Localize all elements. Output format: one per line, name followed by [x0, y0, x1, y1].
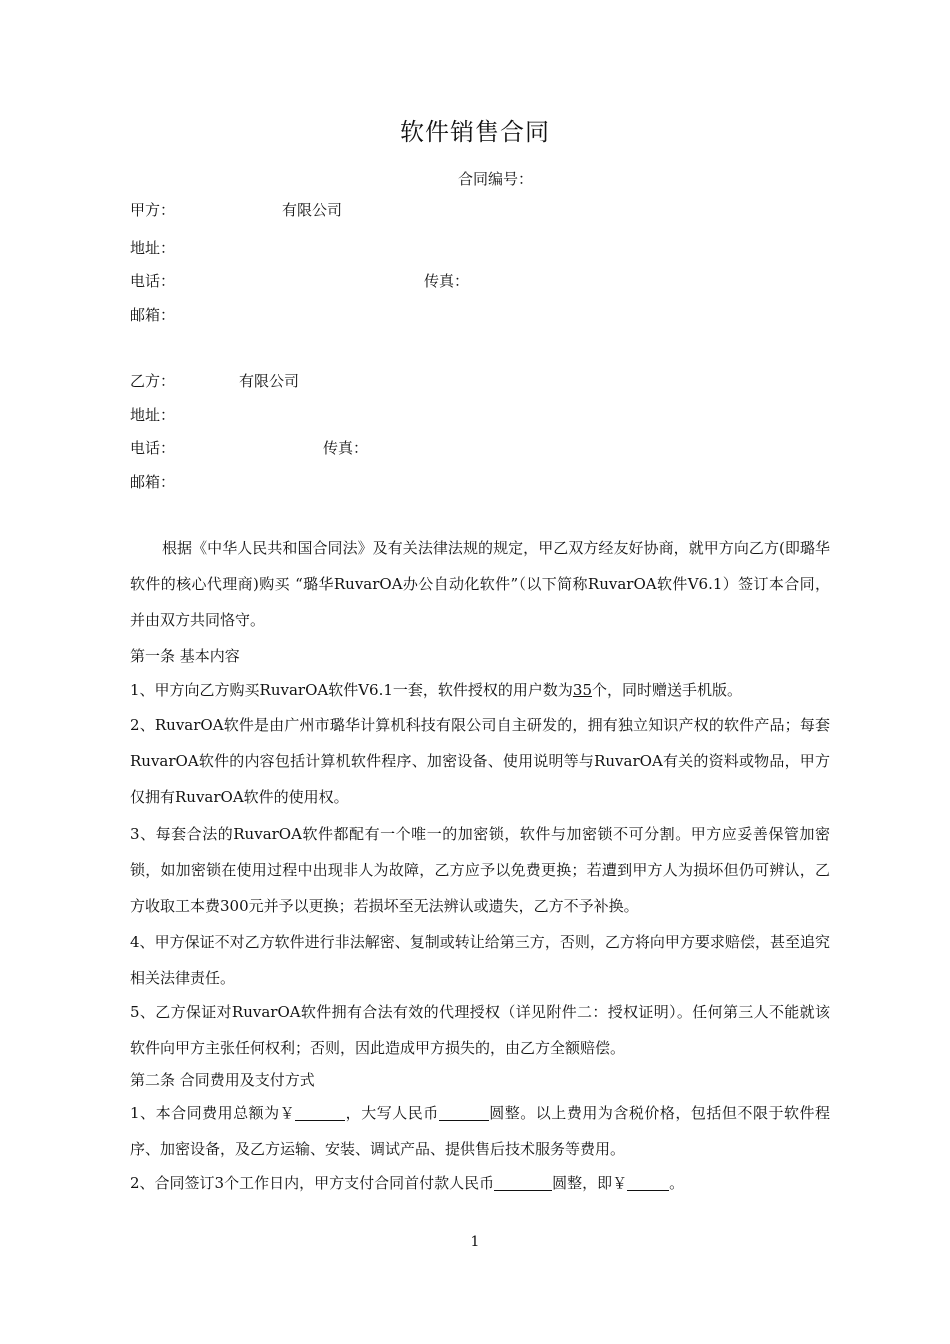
down-payment-label: 2、合同签订3个工作日内，甲方支付合同首付款人民币	[130, 1174, 495, 1192]
party-a-phone-label: 电话：	[130, 272, 176, 290]
down-payment-words-blank	[494, 1174, 552, 1191]
party-b-address-label: 地址：	[130, 406, 176, 424]
party-b-phone-label: 电话：	[130, 439, 176, 457]
article-1-item-2: 2、RuvarOA软件是由广州市璐华计算机科技有限公司自主研发的，拥有独立知识产权的软件产品；每套RuvarOA软件的内容包括计算机软件程序、加密设备、使用说明等与RuvarOA有关的资料或物品，甲方仅拥有RuvarOA软件的使用权。	[130, 716, 830, 806]
article-1-item-4: 4、甲方保证不对乙方软件进行非法解密、复制或转让给第三方，否则，乙方将向甲方要求赔偿，甚至追究相关法律责任。	[130, 933, 830, 987]
down-payment-amount-label: 圆整，即￥	[552, 1174, 628, 1192]
party-b-label: 乙方：	[130, 372, 176, 390]
party-a-label: 甲方：	[130, 201, 176, 219]
party-a-address-label: 地址：	[130, 239, 176, 257]
contract-number-label: 合同编号：	[458, 170, 534, 188]
total-amount-note: 圆整。以上费用为含税价格，包括但不限于软件程序、加密设备，及乙方运输、安装、调试产品、提供售后技术服务等费用。	[130, 1104, 830, 1158]
total-amount-blank	[295, 1104, 345, 1121]
party-b-email-label: 邮箱：	[130, 473, 176, 491]
party-a-company: 有限公司	[282, 201, 343, 219]
article-2-item-2	[130, 1165, 830, 1201]
article-1-heading: 第一条 基本内容	[130, 647, 240, 665]
item-1-text-pre: 1、甲方向乙方购买RuvarOA软件V6.1一套，软件授权的用户数为	[130, 681, 573, 699]
contract-title: 软件销售合同	[400, 118, 550, 146]
item-1-text-post: 个，同时赠送手机版。	[592, 681, 743, 699]
down-payment-end: 。	[669, 1174, 685, 1192]
party-b-fax-label: 传真：	[323, 439, 369, 457]
down-payment-amount-blank	[627, 1174, 669, 1191]
article-1-item-5: 5、乙方保证对RuvarOA软件拥有合法有效的代理授权（详见附件二：授权证明）。任何第三人不能就该软件向甲方主张任何权利；否则，因此造成甲方损失的，由乙方全额赔偿。	[130, 1003, 830, 1057]
article-2-item-1	[130, 1095, 830, 1167]
total-amount-words-blank	[439, 1104, 489, 1121]
total-amount-words-label: ，大写人民币	[345, 1104, 439, 1122]
article-2-heading: 第二条 合同费用及支付方式	[130, 1071, 315, 1089]
page-number: 1	[470, 1234, 480, 1250]
total-amount-label: 1、本合同费用总额为￥	[130, 1104, 296, 1122]
party-a-email-label: 邮箱：	[130, 306, 176, 324]
article-1-item-1	[130, 672, 830, 708]
article-1-item-3: 3、每套合法的RuvarOA软件都配有一个唯一的加密锁，软件与加密锁不可分割。甲方应妥善保管加密锁，如加密锁在使用过程中出现非人为故障，乙方应予以免费更换；若遭到甲方人为损坏但仍可辨认，乙方收取工本费300元并予以更换；若损坏至无法辨认或遗失，乙方不予补换。	[130, 825, 830, 915]
party-b-company: 有限公司	[239, 372, 300, 390]
intro-paragraph: 根据《中华人民共和国合同法》及有关法律法规的规定，甲乙双方经友好协商，就甲方向乙方(即璐华软件的核心代理商)购买 “璐华RuvarOA办公自动化软件”（以下简称RuvarOA软件V6.1）签订本合同，并由双方共同恪守。	[130, 539, 830, 629]
party-a-fax-label: 传真：	[424, 272, 470, 290]
user-count: 35	[572, 681, 592, 699]
